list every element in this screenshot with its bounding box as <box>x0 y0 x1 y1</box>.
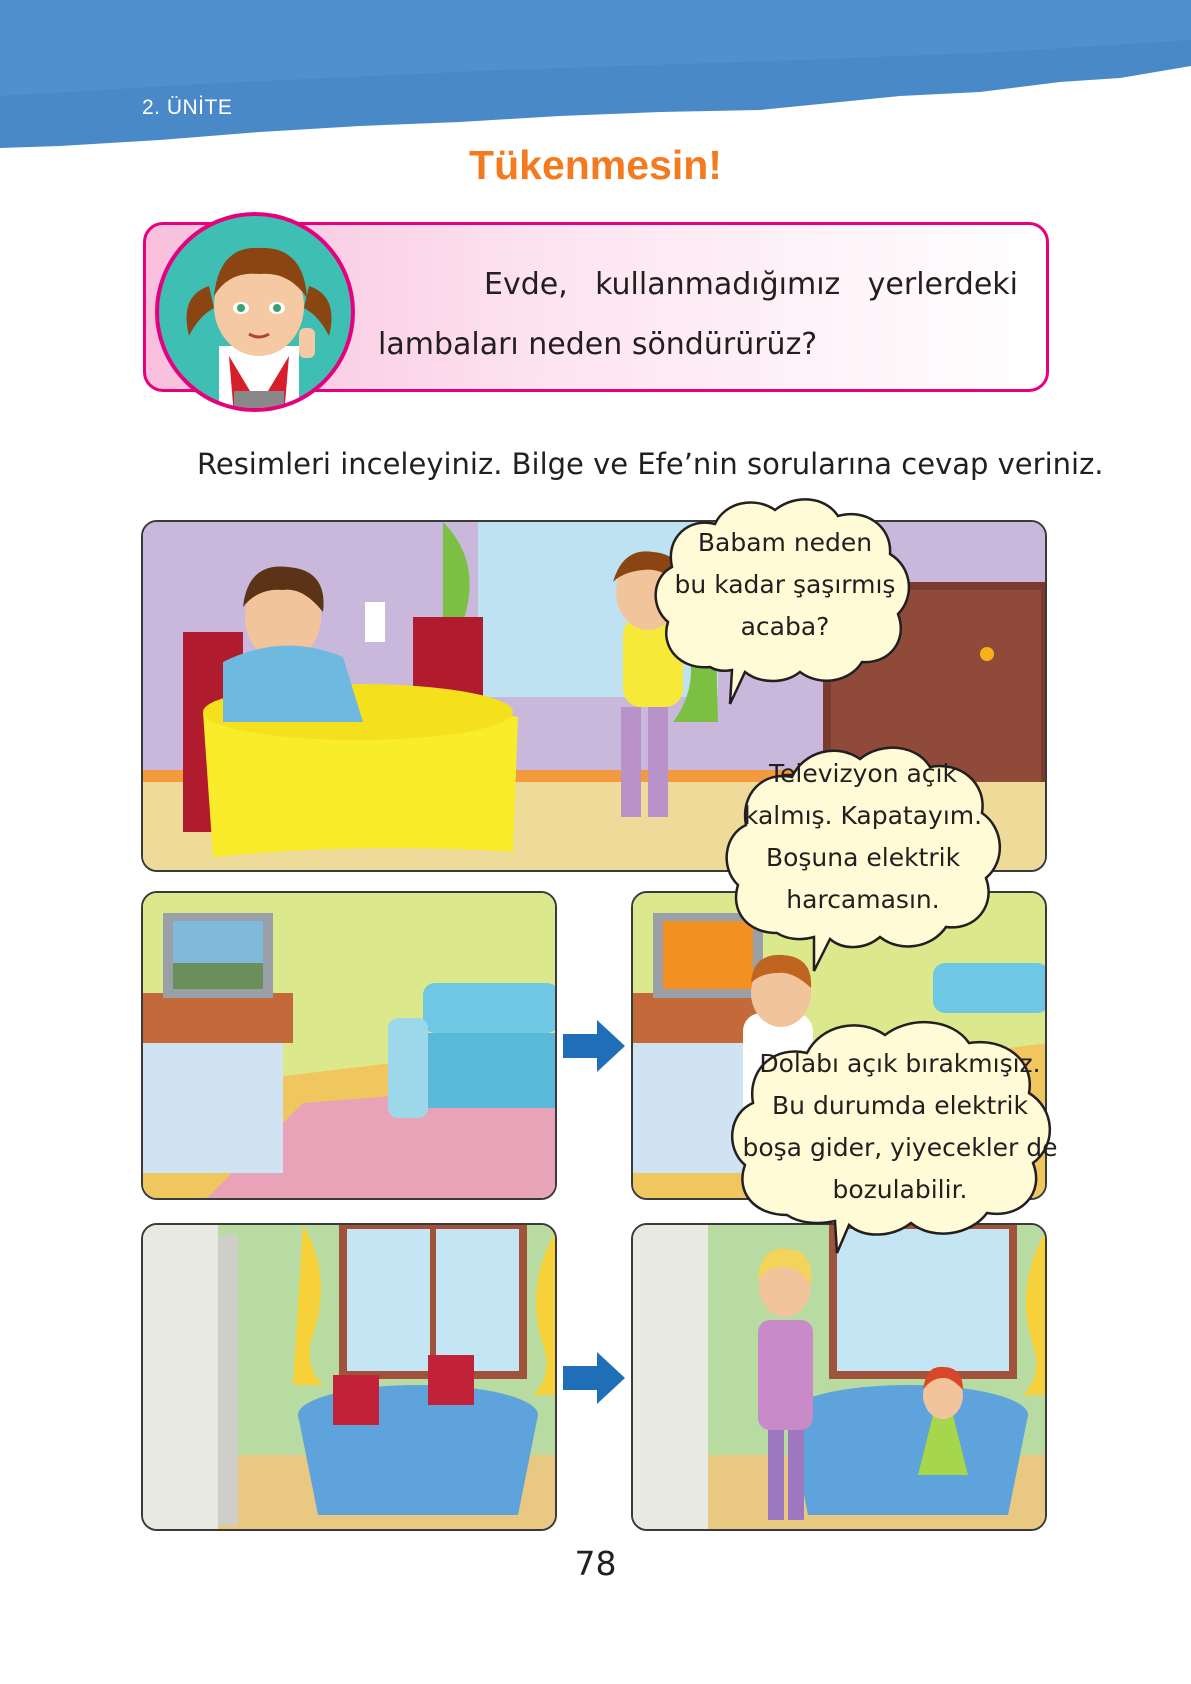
lesson-title: Tükenmesin! <box>469 142 722 188</box>
bubble-3-text: Dolabı açık bırakmışız. Bu durumda elektrik boşa gider, yiyecekler de bozulabilir. <box>742 1049 1058 1204</box>
bubble-2-text: Televizyon açık kalmış. Kapatayım. Boşuna elektrik harcamasın. <box>743 759 983 914</box>
panel-fridge-open <box>141 1223 557 1531</box>
girl-illustration <box>159 216 355 412</box>
speech-bubble-2 <box>722 733 1004 973</box>
panel-mother-fridge <box>631 1223 1047 1531</box>
bubble-1-text: Babam neden bu kadar şaşırmış acaba? <box>674 528 896 641</box>
speech-bubble-3 <box>725 1003 1075 1255</box>
girl-avatar <box>155 212 355 412</box>
speech-bubble-1 <box>650 492 920 707</box>
instruction-text: Resimleri inceleyiniz. Bilge ve Efe’nin sorularına cevap veriniz. <box>197 447 1104 481</box>
arrow-right-icon-1 <box>563 1020 625 1072</box>
question-text: Evde, kullanmadığımız yerlerdeki lambaları neden söndürürüz? <box>378 267 1018 362</box>
panel-tv-room <box>141 891 557 1200</box>
arrow-right-icon-2 <box>563 1352 625 1404</box>
page-number: 78 <box>574 1544 617 1583</box>
header-band <box>0 0 1191 160</box>
unit-label: 2. ÜNİTE <box>142 96 233 119</box>
